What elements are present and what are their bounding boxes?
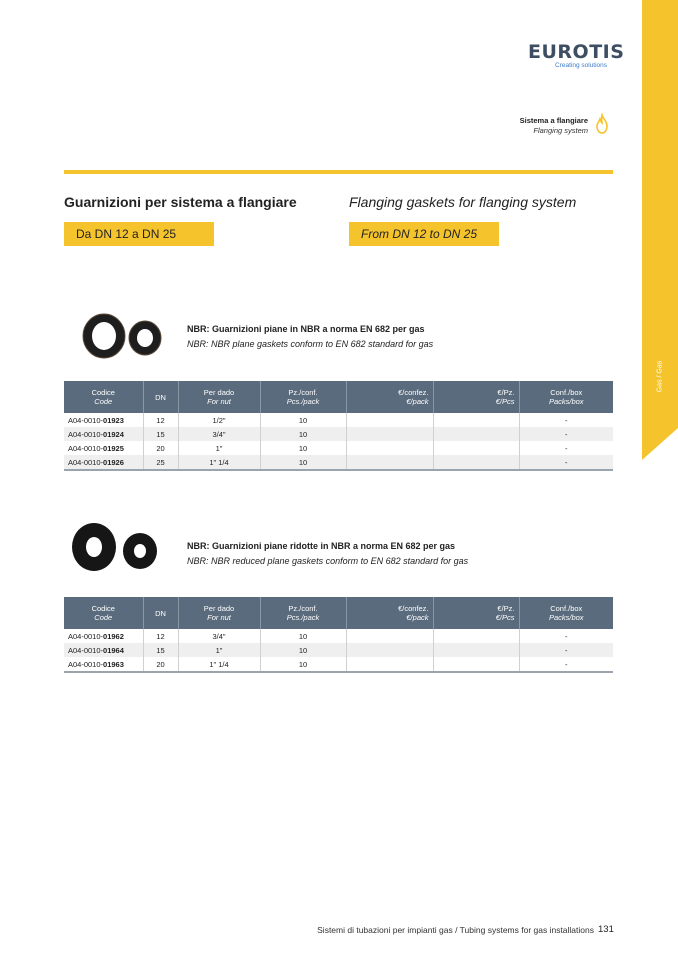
cell-eur-pcs <box>433 657 519 672</box>
cell-eur-pack <box>346 643 433 657</box>
col-pcs-pack: Pz./conf. Pcs./pack <box>260 381 346 413</box>
table-row <box>64 629 613 643</box>
cell-code: A04-0010-01925 <box>68 443 124 453</box>
range-badge-en: From DN 12 to DN 25 <box>349 222 499 246</box>
cell-eur-pcs <box>433 413 519 427</box>
cell-nut: 3/4" <box>178 629 260 643</box>
table-row <box>64 413 613 427</box>
cell-eur-pack <box>346 413 433 427</box>
col-dn: DN <box>143 597 178 629</box>
header-divider <box>64 170 613 174</box>
col-eur-pcs: €/Pz. €/Pcs <box>433 381 519 413</box>
brand-logo <box>528 41 625 70</box>
cell-eur-pcs <box>433 643 519 657</box>
col-packs-box: Conf./box Packs/box <box>519 381 613 413</box>
cell-code: A04-0010-01962 <box>68 631 124 641</box>
cell-dn: 20 <box>143 441 178 455</box>
col-code: Codice Code <box>64 381 143 413</box>
page-number: 131 <box>598 924 614 935</box>
table-row <box>64 427 613 441</box>
table-row <box>64 657 613 672</box>
cell-eur-pack <box>346 441 433 455</box>
cell-pcs: 10 <box>260 455 346 470</box>
cell-nut: 1" 1/4 <box>178 455 260 470</box>
gasket-product-image <box>80 311 164 361</box>
range-badge-it: Da DN 12 a DN 25 <box>64 222 214 246</box>
cell-nut: 1/2" <box>178 413 260 427</box>
cell-packs-box: - <box>519 441 613 455</box>
side-tab-label: Gas / Gas <box>656 360 664 393</box>
cell-pcs: 10 <box>260 413 346 427</box>
table-header-row <box>64 381 613 413</box>
product-table-1 <box>64 381 613 471</box>
cell-pcs: 10 <box>260 427 346 441</box>
col-eur-pack: €/confez. €/pack <box>346 597 433 629</box>
cell-pcs: 10 <box>260 629 346 643</box>
cell-dn: 25 <box>143 455 178 470</box>
reduced-gasket-product-image <box>70 521 160 573</box>
cell-packs-box: - <box>519 427 613 441</box>
side-tab-tip <box>642 428 678 460</box>
table-row <box>64 441 613 455</box>
col-pcs-pack: Pz./conf. Pcs./pack <box>260 597 346 629</box>
cell-dn: 20 <box>143 657 178 672</box>
section-2-title-it: NBR: Guarnizioni piane ridotte in NBR a norma EN 682 per gas <box>187 541 456 551</box>
col-nut: Per dado For nut <box>178 381 260 413</box>
table-row <box>64 643 613 657</box>
cell-pcs: 10 <box>260 643 346 657</box>
cell-packs-box: - <box>519 643 613 657</box>
cell-eur-pcs <box>433 629 519 643</box>
system-label-it: Sistema a flangiare <box>519 116 588 125</box>
col-dn: DN <box>143 381 178 413</box>
table-header-row <box>64 597 613 629</box>
cell-nut: 1" <box>178 441 260 455</box>
section-1-title-it: NBR: Guarnizioni piane in NBR a norma EN 682 per gas <box>187 324 425 334</box>
cell-packs-box: - <box>519 629 613 643</box>
cell-packs-box: - <box>519 455 613 470</box>
cell-packs-box: - <box>519 413 613 427</box>
cell-dn: 12 <box>143 629 178 643</box>
cell-code: A04-0010-01963 <box>64 657 143 672</box>
col-packs-box: Conf./box Packs/box <box>519 597 613 629</box>
cell-dn: 15 <box>143 427 178 441</box>
section-2-title-en: NBR: NBR reduced plane gaskets conform to EN 682 standard for gas <box>187 556 469 566</box>
cell-code: A04-0010-01926 <box>64 455 143 470</box>
page-footer: Sistemi di tubazioni per impianti gas / Tubing systems for gas installations <box>317 925 594 935</box>
col-eur-pack: €/confez. €/pack <box>346 381 433 413</box>
cell-nut: 3/4" <box>178 427 260 441</box>
system-label-en: Flanging system <box>533 126 588 135</box>
flame-icon <box>594 112 610 136</box>
table-row <box>64 455 613 470</box>
col-nut: Per dado For nut <box>178 597 260 629</box>
cell-eur-pack <box>346 657 433 672</box>
section-1-title-en: NBR: NBR plane gaskets conform to EN 682 standard for gas <box>187 339 434 349</box>
cell-eur-pack <box>346 629 433 643</box>
page-title-en: Flanging gaskets for flanging system <box>349 194 577 210</box>
cell-eur-pcs <box>433 427 519 441</box>
cell-eur-pcs <box>433 441 519 455</box>
cell-dn: 12 <box>143 413 178 427</box>
cell-dn: 15 <box>143 643 178 657</box>
brand-tagline: Creating solutions <box>555 62 608 69</box>
cell-nut: 1" <box>178 643 260 657</box>
brand-name: EUROTIS <box>528 41 625 63</box>
cell-pcs: 10 <box>260 657 346 672</box>
cell-code: A04-0010-01923 <box>68 415 124 425</box>
cell-eur-pcs <box>433 455 519 470</box>
page-title-it: Guarnizioni per sistema a flangiare <box>64 194 297 210</box>
cell-code: A04-0010-01964 <box>64 643 143 657</box>
cell-eur-pack <box>346 427 433 441</box>
cell-packs-box: - <box>519 657 613 672</box>
cell-nut: 1" 1/4 <box>178 657 260 672</box>
cell-code: A04-0010-01924 <box>64 427 143 441</box>
product-table-2 <box>64 597 613 673</box>
cell-eur-pack <box>346 455 433 470</box>
cell-pcs: 10 <box>260 441 346 455</box>
side-tab-label-wrap <box>648 360 672 400</box>
col-code: Codice Code <box>64 597 143 629</box>
col-eur-pcs: €/Pz. €/Pcs <box>433 597 519 629</box>
